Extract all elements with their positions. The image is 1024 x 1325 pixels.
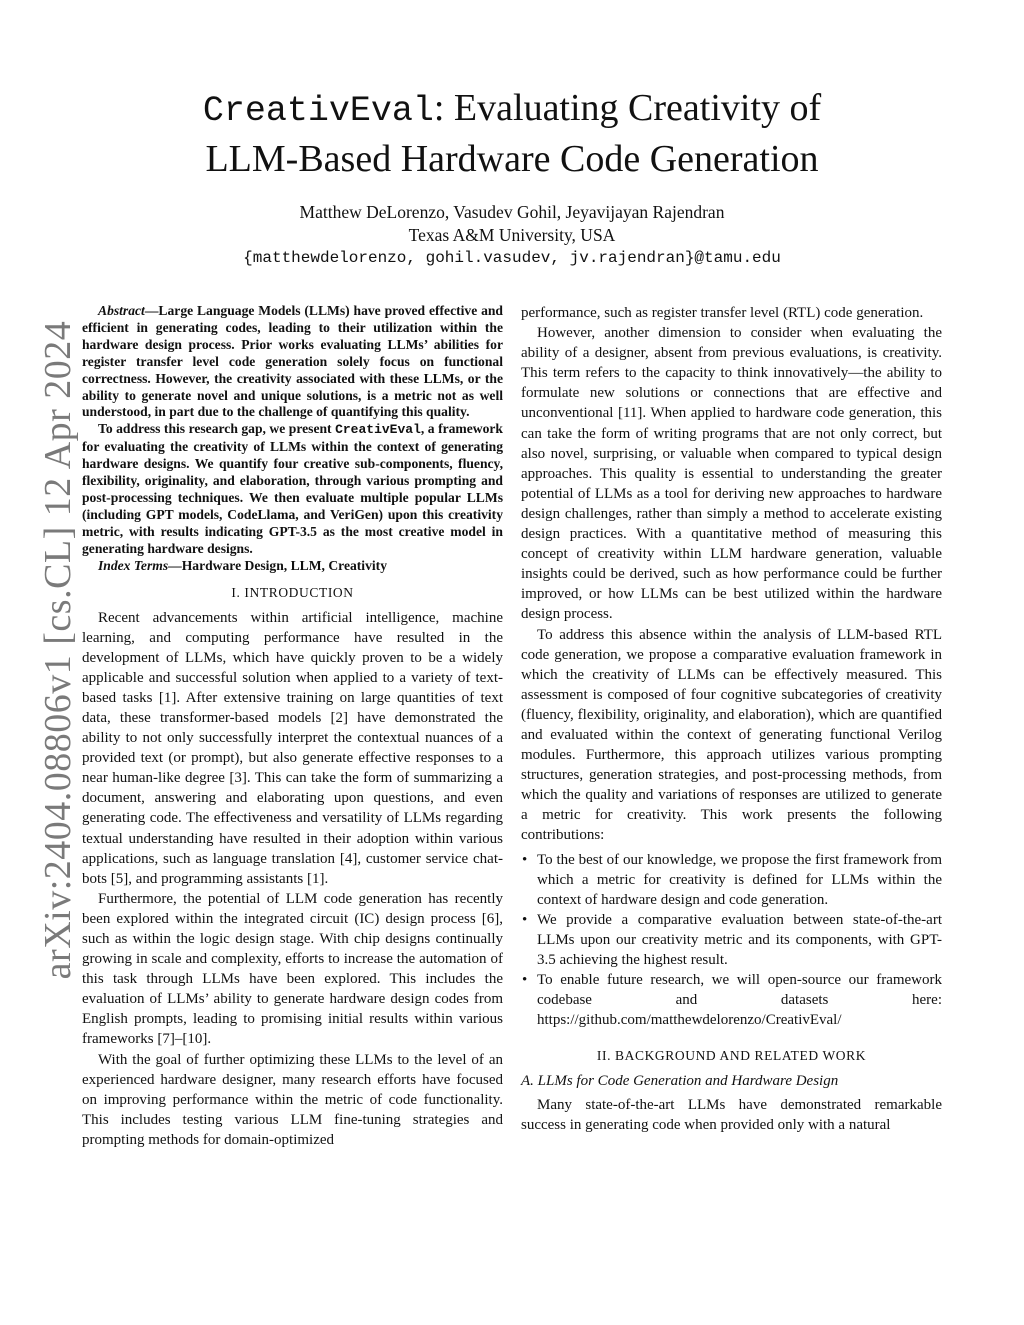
abstract-text-2a: To address this research gap, we present [98,421,336,437]
right-column [521,303,942,1136]
abstract-tool-name: CreativEval [335,422,421,438]
paper-title [100,84,924,183]
index-terms-text: —Hardware Design, LLM, Creativity [168,557,387,573]
author-affiliation: Texas A&M University, USA [408,225,616,245]
right-paragraph-1: However, another dimension to consider when evaluating the ability of a designer, absent from previous evaluations, is creativity. This term refers to the capacity to think innovatively—the ability to formulate new solutions or connections that are effective and unconventional [11]. When applied to hardware code generation, this can take the form of writing programs that are not only correct, but also novel, surprising, or valuable when compared to typical design approaches. This quality is essential to understanding the greater potential of LLMs as a tool for deriving new approaches to hardware design challenges, rather than simply a method to accelerate existing design practices. With a quantitative method of measuring this concept of creativity within LLM hardware generation, valuable insights could be derived, such as how performance could be further improved, or how LLMs can be best utilized within the hardware design process. [521,325,942,623]
abstract-label: Abstract [98,303,145,318]
subsection-heading-a: A. LLMs for Code Generation and Hardware Design [521,1073,839,1090]
intro-paragraph-2: Furthermore, the potential of LLM code generation has recently been explored within the integrated circuit (IC) design process [6], such as within the logic design stage. With chip designs continually growing in scale and complexity, efforts to increase the automation of this task through LLMs have been explored. This includes the evaluation of LLMs’ ability to generate hardware design codes from English prompts, leading to promising initial results within various frameworks [7]–[10]. [82,890,503,1048]
contribution-item: • To enable future research, we will open-source our framework codebase and datasets here: https://github.com/matthewdelorenzo/CreativEval/ [521,970,942,1030]
author-block [100,201,924,270]
intro-paragraph-1: Recent advancements within artificial intelligence, machine learning, and computing performance have resulted in the development of LLMs, which have quickly proven to be a widely applicable and successful solution when applied to a variety of text-based tasks [1]. After extensive training on large quantities of text data, these transformer-based models [2] have demonstrated the ability to not only successfully interpret the contextual nuances of a provided text (or prompt), but also generate effective responses to a near human-like degree [3]. This can take the form of summarizing a document, answering and elaborating upon questions, and even generating code. The effectiveness and versatility of LLMs regarding textual understanding have resulted in their adoption within various applications, such as language translation [4], customer service chat-bots [5], and programming assistants [1]. [82,609,503,887]
index-terms-label: Index Terms [98,557,169,573]
author-names: Matthew DeLorenzo, Vasudev Gohil, Jeyavijayan Rajendran [299,202,725,222]
title-tool-name: CreativEval [202,91,434,131]
background-paragraph-1: Many state-of-the-art LLMs have demonstrated remarkable success in generating code when provided only with a natural [521,1097,942,1134]
right-column-body [521,303,942,846]
abstract-text-2b: , a framework for evaluating the creativity of LLMs within the context of generating hardware designs. We quantify four creative sub-components, fluency, flexibility, originality, and elaboration, through various prompting and post-processing techniques. We then evaluate multiple popular LLMs (including GPT models, CodeLlama, and VeriGen) upon this creativity metric, with results indicating GPT-3.5 as the most creative model in generating hardware designs. [82,421,503,556]
abstract-paragraph-1 [82,303,503,421]
author-emails: {matthewdelorenzo, gohil.vasudev, jv.rajendran}@tamu.edu [243,249,781,267]
arxiv-stamp: arXiv:2404.08806v1 [cs.CL] 12 Apr 2024 [37,320,79,980]
title-line1-rest: : Evaluating Creativity of [433,87,822,129]
contributions-list [521,850,942,1031]
title-line2: LLM-Based Hardware Code Generation [205,138,819,180]
index-terms [82,558,503,575]
intro-paragraph-3: With the goal of further optimizing these LLMs to the level of an experienced hardware designer, many research efforts have focused on improving performance within the metric of code functionality. This includes testing various LLM fine-tuning strategies and prompting methods for domain-optimized [82,1051,503,1148]
left-column [82,303,503,1150]
abstract [82,303,503,575]
right-paragraph-2: To address this absence within the analysis of LLM-based RTL code generation, we propose a comparative evaluation framework in which the creativity of LLMs can be effectively measured. This assessment is composed of four cognitive subcategories of creativity (fluency, flexibility, originality, and elaboration), which are quantified and evaluated within the context of generating functional Verilog modules. Furthermore, this approach utilizes various prompting structures, generation strategies, and post-processing methods, from which the quality and variations of responses are utilized to generate a metric for creativity. This work presents the following contributions: [521,626,942,844]
abstract-text-1: —Large Language Models (LLMs) have proved effective and efficient in generating codes, leading to their utilization within the hardware design process. Prior works evaluating LLMs’ abilities for register transfer level code generation solely focus on functional correctness. However, the creativity associated with these LLMs, or the ability to generate novel and unique solutions, is a metric not as well understood, in part due to the challenge of quantifying this quality. [82,303,503,420]
background-body [521,1095,942,1135]
introduction-body [82,608,503,1151]
section-heading-introduction: I. INTRODUCTION [231,584,354,600]
contribution-item: • We provide a comparative evaluation between state-of-the-art LLMs upon our creativity metric and its components, with GPT-3.5 achieving the highest result. [521,910,942,970]
right-paragraph-continued: performance, such as register transfer level (RTL) code generation. [521,305,924,321]
abstract-paragraph-2 [82,421,503,557]
contribution-item: • To the best of our knowledge, we propose the first framework from which a metric for creativity is defined for LLMs within the context of hardware design and code generation. [521,850,942,910]
section-heading-background: II. BACKGROUND AND RELATED WORK [596,1048,867,1064]
